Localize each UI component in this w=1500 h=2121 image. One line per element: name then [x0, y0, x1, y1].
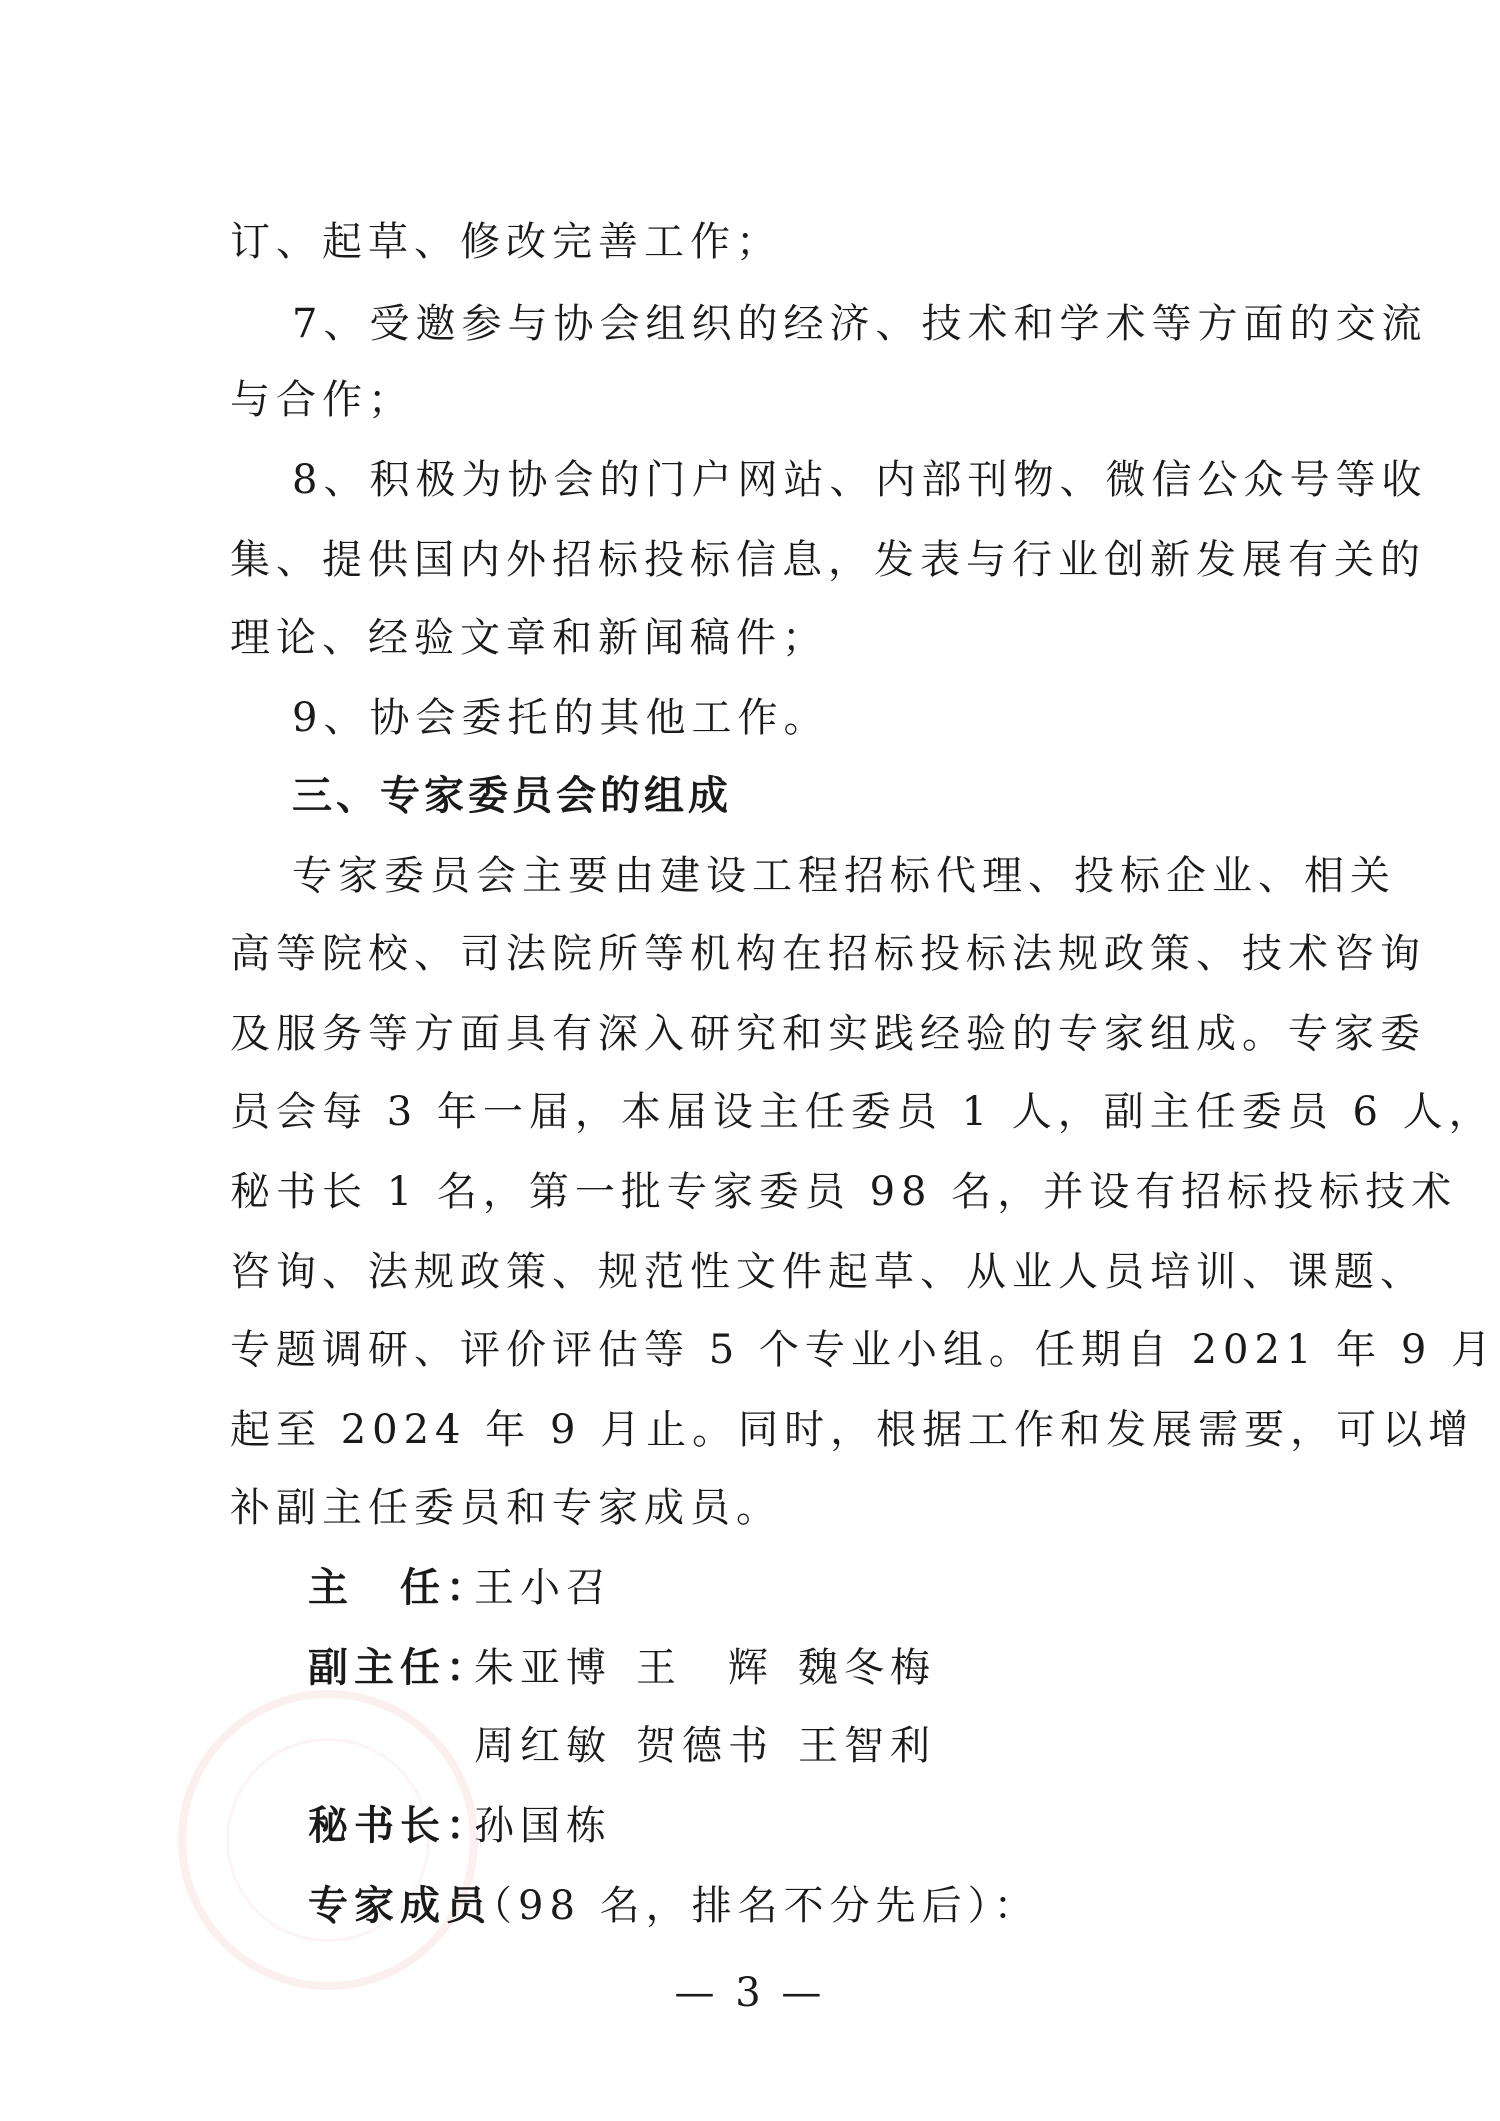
section-body-line-8: 起至 2024 年 9 月止。同时，根据工作和发展需要，可以增: [230, 1407, 1475, 1453]
section-body-line-1: 专家委员会主要由建设工程招标代理、投标企业、相关: [292, 853, 1396, 899]
paragraph-8-line-3: 理论、经验文章和新闻稿件；: [230, 615, 828, 661]
deputy-name-1: 朱亚博: [474, 1645, 612, 1691]
deputy-name-6: 王智利: [798, 1723, 936, 1769]
expert-members-label: 专家成员: [308, 1883, 492, 1929]
director-name: 王小召: [474, 1565, 612, 1611]
deputy-name-2: 王 辉: [636, 1645, 774, 1691]
section-body-line-3: 及服务等方面具有深入研究和实践经验的专家组成。专家委: [230, 1011, 1426, 1057]
deputy-name-4: 周红敏: [474, 1723, 612, 1769]
paragraph-8-line-1: 8、积极为协会的门户网站、内部刊物、微信公众号等收: [292, 457, 1428, 503]
section-body-line-6: 咨询、法规政策、规范性文件起草、从业人员培训、课题、: [230, 1249, 1426, 1295]
director-label: 主 任：: [308, 1565, 492, 1611]
paragraph-8-line-2: 集、提供国内外招标投标信息，发表与行业创新发展有关的: [230, 537, 1426, 583]
section-body-line-7: 专题调研、评价评估等 5 个专业小组。任期自 2021 年 9 月: [230, 1327, 1497, 1373]
section-body-line-2: 高等院校、司法院所等机构在招标投标法规政策、技术咨询: [230, 931, 1426, 977]
deputy-director-label: 副主任：: [308, 1645, 492, 1691]
section-body-line-4: 员会每 3 年一届，本届设主任委员 1 人，副主任委员 6 人，: [230, 1089, 1495, 1135]
section-body-line-5: 秘书长 1 名，第一批专家委员 98 名，并设有招标投标技术: [230, 1169, 1458, 1215]
section-body-line-9: 补副主任委员和专家成员。: [230, 1485, 782, 1531]
section-heading: 三、专家委员会的组成: [292, 773, 732, 819]
expert-members-note: （98 名，排名不分先后）：: [472, 1883, 1040, 1929]
paragraph-7-line-2: 与合作；: [230, 377, 414, 423]
secretary-general-label: 秘书长：: [308, 1803, 492, 1849]
deputy-name-5: 贺德书: [636, 1723, 774, 1769]
paragraph-9: 9、协会委托的其他工作。: [292, 695, 830, 741]
paragraph-6-tail: 订、起草、修改完善工作；: [230, 219, 782, 265]
secretary-general-name: 孙国栋: [474, 1803, 612, 1849]
deputy-name-3: 魏冬梅: [798, 1645, 936, 1691]
page-number: — 3 —: [674, 1970, 826, 2016]
paragraph-7-line-1: 7、受邀参与协会组织的经济、技术和学术等方面的交流: [292, 301, 1428, 347]
